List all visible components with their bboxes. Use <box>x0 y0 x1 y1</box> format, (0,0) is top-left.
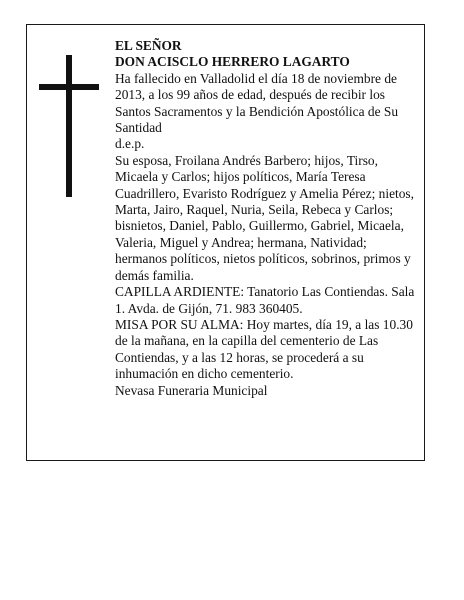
death-announcement: Ha fallecido en Valladolid el día 18 de noviembre de 2013, a los 99 años de edad, después de recibir los Santos Sacramentos y la Bendición Apostólica de Su Santidad <box>115 70 399 136</box>
cross-icon <box>39 55 99 197</box>
family-list: Su esposa, Froilana Andrés Barbero; hijos, Tirso, Micaela y Carlos; hijos políticos, María Teresa Cuadrillero, Evaristo Rodríguez y Amelia Pérez; nietos, Marta, Jairo, Raquel, Nuria, Seila, Rebeca y Carlos; bisnietos, Daniel, Pablo, Guillermo, Gabriel, Micaela, Valeria, Miguel y Andrea; hermana, Natividad; hermanos políticos, nietos políticos, sobrinos, primos y demás familia. <box>115 152 414 283</box>
chapel-info: CAPILLA ARDIENTE: Tanatorio Las Contiendas. Sala 1. Avda. de Gijón, 71. 983 360405. <box>115 284 415 316</box>
rip-abbreviation: d.e.p. <box>115 136 145 152</box>
cross-horizontal-bar <box>39 84 99 90</box>
obituary-notice <box>26 24 425 461</box>
funeral-home: Nevasa Funeraria Municipal <box>115 382 268 398</box>
heading-title: EL SEÑOR <box>115 38 182 53</box>
cross-vertical-bar <box>66 55 72 197</box>
deceased-name: DON ACISCLO HERRERO LAGARTO <box>115 54 350 70</box>
mass-info: MISA POR SU ALMA: Hoy martes, día 19, a las 10.30 de la mañana, en la capilla del cementerio de Las Contiendas, y a las 12 horas, se procederá a su inhumación en dicho cementerio. <box>115 316 413 382</box>
notice-text <box>115 38 420 399</box>
